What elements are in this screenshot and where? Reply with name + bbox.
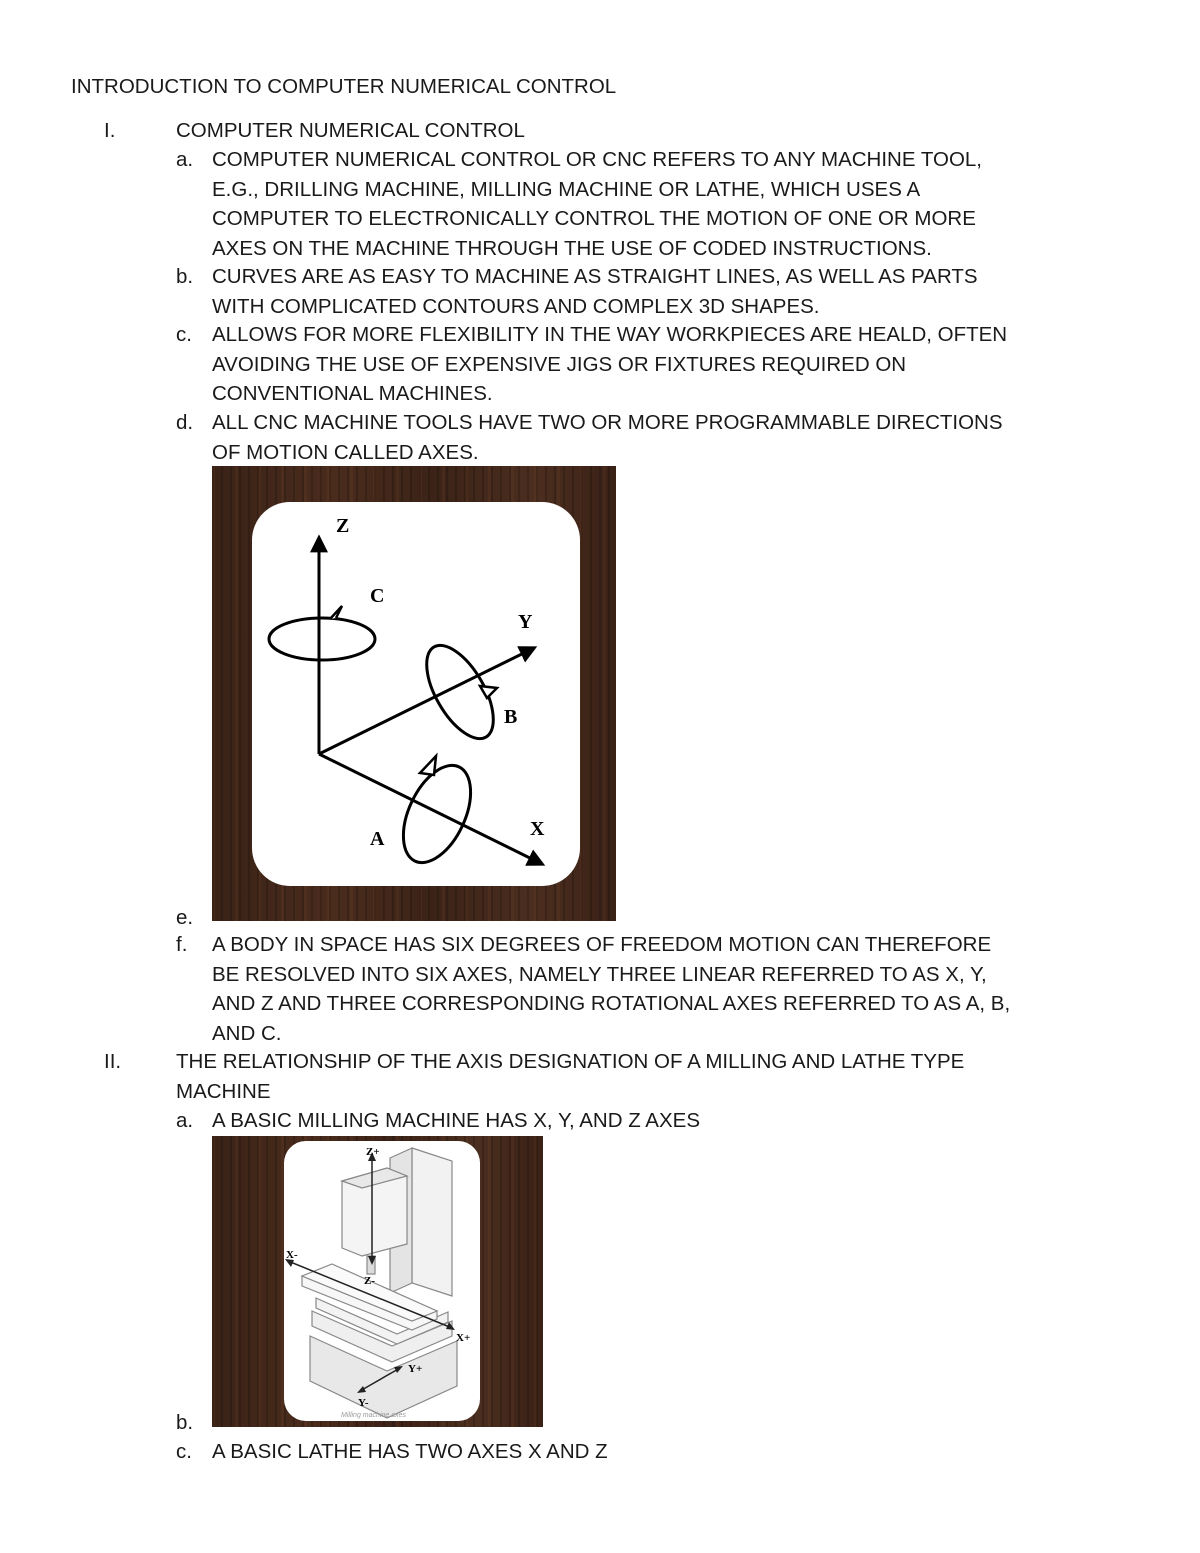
text-line: AND Z AND THREE CORRESPONDING ROTATIONAL AXES REFERRED TO AS A, B, — [212, 992, 1011, 1015]
b-label: B — [504, 706, 518, 728]
text-line: MACHINE — [176, 1079, 271, 1103]
a-label: A — [370, 828, 385, 850]
text-line: BE RESOLVED INTO SIX AXES, NAMELY THREE LINEAR REFERRED TO AS X, Y, — [212, 962, 987, 986]
x-label: X — [530, 818, 545, 840]
section-numeral: II. — [104, 1050, 122, 1073]
page-title: INTRODUCTION TO COMPUTER NUMERICAL CONTROL — [71, 75, 617, 98]
text-line: A BASIC LATHE HAS TWO AXES X AND Z — [212, 1440, 608, 1463]
a-rotation-ellipse — [390, 755, 485, 873]
list-marker: d. — [176, 411, 194, 434]
z-minus-label: Z- — [364, 1275, 375, 1287]
text-line: CONVENTIONAL MACHINES. — [212, 382, 493, 405]
list-marker: a. — [176, 1109, 194, 1132]
axes-diagram — [212, 466, 616, 921]
list-item — [212, 320, 1162, 409]
x-minus-label: X- — [286, 1249, 298, 1261]
list-item — [212, 930, 1162, 1048]
text-line: AVOIDING THE USE OF EXPENSIVE JIGS OR FIXTURES REQUIRED ON — [212, 352, 907, 376]
list-marker: f. — [176, 933, 188, 956]
text-line: A BASIC MILLING MACHINE HAS X, Y, AND Z AXES — [212, 1109, 700, 1132]
text-line: COMPUTER NUMERICAL CONTROL OR CNC REFERS TO ANY MACHINE TOOL, — [212, 148, 983, 171]
z-plus-label: Z+ — [366, 1146, 380, 1158]
list-item — [212, 262, 1162, 321]
list-item — [212, 408, 1162, 467]
list-marker: b. — [176, 265, 194, 288]
text-line: COMPUTER TO ELECTRONICALLY CONTROL THE MOTION OF ONE OR MORE — [212, 207, 976, 230]
z-label: Z — [336, 515, 350, 537]
list-marker: a. — [176, 148, 194, 171]
list-item — [212, 1437, 1162, 1467]
text-line: OF MOTION CALLED AXES. — [212, 440, 479, 464]
list-marker: e. — [176, 906, 194, 929]
cnc-axes-figure — [212, 466, 616, 921]
text-line: E.G., DRILLING MACHINE, MILLING MACHINE OR LATHE, WHICH USES A — [212, 177, 921, 201]
section-heading: COMPUTER NUMERICAL CONTROL — [176, 119, 525, 142]
figure-caption: Milling machine axes — [341, 1412, 406, 1419]
text-line: THE RELATIONSHIP OF THE AXIS DESIGNATION OF A MILLING AND LATHE TYPE — [176, 1050, 965, 1073]
c-label: C — [370, 585, 385, 607]
list-marker: b. — [176, 1411, 194, 1434]
text-line: A BODY IN SPACE HAS SIX DEGREES OF FREEDOM MOTION CAN THEREFORE — [212, 933, 992, 956]
list-marker: c. — [176, 323, 192, 346]
a-rotation-arrow — [420, 756, 436, 775]
section-numeral: I. — [104, 119, 116, 142]
c-rotation-arrow — [330, 606, 342, 619]
text-line: ALL CNC MACHINE TOOLS HAVE TWO OR MORE PROGRAMMABLE DIRECTIONS — [212, 411, 1003, 434]
list-item — [212, 145, 1162, 263]
list-marker: c. — [176, 1440, 192, 1463]
section-heading — [176, 1047, 1156, 1106]
list-item — [212, 1106, 1162, 1136]
y-minus-label: Y- — [358, 1397, 369, 1409]
milling-machine-figure — [212, 1136, 543, 1427]
y-label: Y — [518, 611, 533, 633]
text-line: AXES ON THE MACHINE THROUGH THE USE OF CODED INSTRUCTIONS. — [212, 236, 932, 260]
c-rotation-ellipse — [269, 618, 375, 660]
text-line: CURVES ARE AS EASY TO MACHINE AS STRAIGHT LINES, AS WELL AS PARTS — [212, 265, 978, 288]
x-plus-label: X+ — [456, 1332, 471, 1344]
b-rotation-arrow — [480, 686, 497, 698]
text-line: AND C. — [212, 1021, 282, 1045]
milling-machine-diagram — [212, 1136, 543, 1427]
text-line: WITH COMPLICATED CONTOURS AND COMPLEX 3D SHAPES. — [212, 294, 820, 318]
machine-column — [412, 1148, 452, 1296]
y-plus-label: Y+ — [408, 1363, 423, 1375]
text-line: ALLOWS FOR MORE FLEXIBILITY IN THE WAY WORKPIECES ARE HEALD, OFTEN — [212, 323, 1008, 346]
